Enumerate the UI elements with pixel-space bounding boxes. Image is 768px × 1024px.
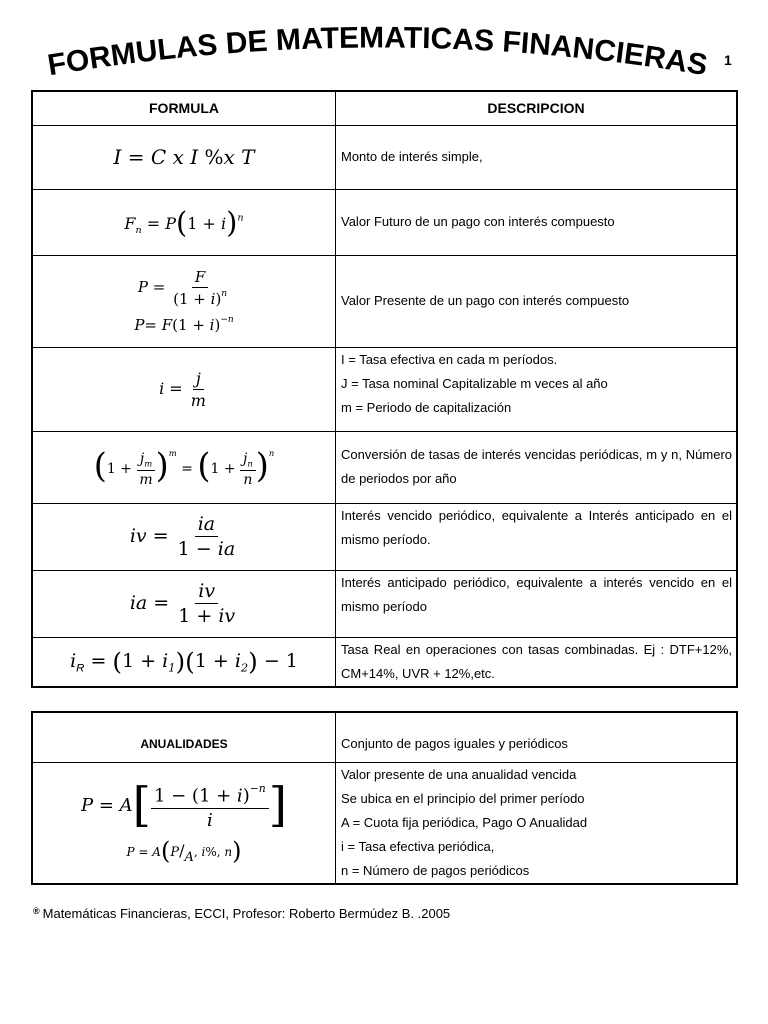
description-line: J = Tasa nominal Capitalizable m veces al año	[341, 375, 608, 391]
formula-tasa-real: $i_R = (1 + i_1)(1 + i_2) - 1$	[32, 637, 336, 687]
table-row	[32, 503, 737, 570]
formula-interes-simple: I = C x I %x T	[32, 125, 336, 189]
formula-tasa-efectiva: i = $\frac{j}{m}$	[32, 347, 336, 431]
formula-conversion-tasas: (1 + $\frac{j_m}{m}$ )$^m$ = (1 + $\frac{j_n}{n}$ )$^n$	[32, 431, 336, 503]
page-number: 1	[724, 52, 732, 68]
description-cell	[336, 347, 738, 431]
table-row	[32, 125, 737, 189]
formulas-table	[31, 90, 738, 688]
table-row	[32, 570, 737, 637]
title-area	[0, 10, 768, 90]
table-row	[32, 189, 737, 255]
table-row	[32, 762, 737, 884]
formula-anualidad: P = A[ $\frac{1 - (1 + i)^{-n}}{i}$ ] P = A(P/A, i%, n)	[32, 762, 336, 884]
description-line: Valor presente de una anualidad vencida	[341, 766, 577, 782]
annuities-table	[31, 711, 738, 885]
title-graphic	[0, 10, 768, 90]
description-cell	[336, 125, 738, 189]
table-header-row	[32, 91, 737, 125]
description-line: Valor Presente de un pago con interés compuesto	[341, 293, 630, 308]
page-title: FORMULAS DE MATEMATICAS FINANCIERAS	[45, 21, 710, 83]
description-line: Interés anticipado periódico, equivalente a interés vencido en el mismo período	[341, 574, 732, 614]
header-description: DESCRIPCION	[336, 91, 738, 125]
description-line: Valor Futuro de un pago con interés compuesto	[341, 214, 615, 229]
description-line: Interés vencido periódico, equivalente a Interés anticipado en el mismo período.	[341, 507, 732, 547]
table-row	[32, 255, 737, 347]
formula-interes-vencido: iv = $\frac{ia}{1 - ia}$	[32, 503, 336, 570]
formula-interes-anticipado: ia = $\frac{iv}{1 + iv}$	[32, 570, 336, 637]
formula-valor-presente: P = $\frac{F}{(1 + i)^n}$ $P= F(1 + i)^{-n}$	[32, 255, 336, 347]
description-cell	[336, 431, 738, 503]
formula-valor-futuro: $F_n = P(1 + i)^n$	[32, 189, 336, 255]
registered-mark: ®	[33, 906, 40, 916]
description-line: Se ubica en el principio del primer período	[341, 790, 585, 806]
description-line: A = Cuota fija periódica, Pago O Anualidad	[341, 814, 588, 830]
footer-note	[33, 906, 450, 921]
description-cell	[336, 255, 738, 347]
description-line: I = Tasa efectiva en cada m períodos.	[341, 351, 558, 367]
annuities-label: ANUALIDADES	[32, 712, 336, 762]
header-formula: FORMULA	[32, 91, 336, 125]
table-row	[32, 347, 737, 431]
description-line: n = Número de pagos periódicos	[341, 862, 530, 878]
description-line: Conversión de tasas de interés vencidas periódicas, m y n, Número de periodos por año	[341, 447, 732, 486]
description-line: m = Periodo de capitalización	[341, 399, 512, 415]
description-cell	[336, 637, 738, 687]
description-cell	[336, 762, 738, 884]
description-cell	[336, 570, 738, 637]
description-line: Tasa Real en operaciones con tasas combinadas. Ej : DTF+12%, CM+14%, UVR + 12%,etc.	[341, 641, 732, 681]
footer-text: Matemáticas Financieras, ECCI, Profesor: Roberto Bermúdez B. .2005	[42, 906, 451, 921]
annuities-description: Conjunto de pagos iguales y periódicos	[336, 712, 738, 762]
description-cell	[336, 189, 738, 255]
description-cell	[336, 503, 738, 570]
table-row	[32, 637, 737, 687]
table-row	[32, 431, 737, 503]
description-line: Monto de interés simple,	[341, 149, 483, 164]
table-header-row	[32, 712, 737, 762]
description-line: i = Tasa efectiva periódica,	[341, 838, 495, 854]
